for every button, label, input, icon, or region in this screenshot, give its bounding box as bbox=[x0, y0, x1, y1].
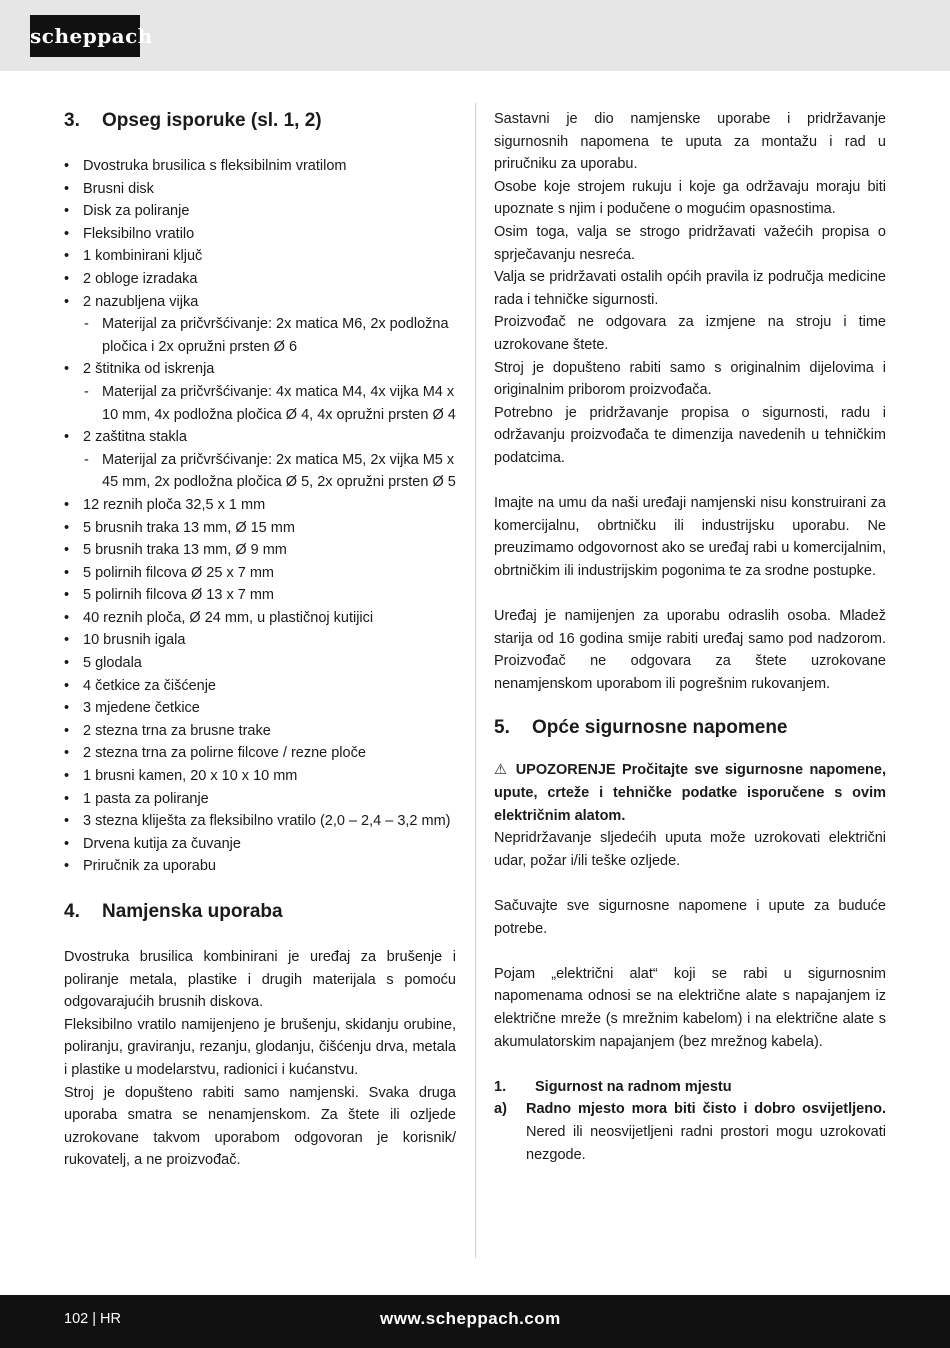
sub-list bbox=[83, 313, 456, 358]
footer-bar bbox=[0, 1295, 950, 1348]
paragraph: Dvostruka brusilica kombinirani je uređaj za brušenje i poliranje metala, plastike i drugih materijala s pomoću odgovarajućih brusnih diskova. bbox=[64, 949, 456, 1011]
warning-triangle-icon: ⚠ bbox=[494, 762, 510, 779]
list-item: • 4 četkice za čišćenje bbox=[64, 675, 456, 698]
list-item: • 2 stezna trna za brusne trake bbox=[64, 720, 456, 743]
list-item: • 5 polirnih filcova Ø 25 x 7 mm bbox=[64, 562, 456, 585]
paragraph: Sastavni je dio namjenske uporabe i pridržavanje sigurnosnih napomena te uputa za montažu i rad u priručniku za uporabu. bbox=[494, 111, 886, 173]
list-item: a) Radno mjesto mora biti čisto i dobro osvijetljeno. Nered ili neosvijetljeni radni prostori mogu uzrokovati nezgode. bbox=[494, 1101, 886, 1163]
list-item: • 5 polirnih filcova Ø 13 x 7 mm bbox=[64, 584, 456, 607]
warning-paragraph: ⚠ UPOZORENJE Pročitajte sve sigurnosne napomene, upute, crteže i tehničke podatke isporučene s ovim električnim alatom. bbox=[494, 762, 886, 824]
list-item: • 2 nazubljena vijka - Materijal za pričvršćivanje: 2x matica M6, 2x podložna pločica i 2x opružni prsten Ø 6 bbox=[64, 291, 456, 359]
page-number: 102 | HR bbox=[64, 1311, 121, 1327]
list-item: • 1 pasta za poliranje bbox=[64, 788, 456, 811]
subsection-heading: 1. Sigurnost na radnom mjestu bbox=[494, 1078, 732, 1095]
paragraph: Proizvođač ne odgovara za izmjene na stroju i time uzrokovane štete. bbox=[494, 314, 886, 353]
list-item: • 2 zaštitna stakla - Materijal za pričvršćivanje: 2x matica M5, 2x vijka M5 x 45 mm, 2x podložna pločica Ø 5, 2x opružni prsten Ø 5 bbox=[64, 426, 456, 494]
column-divider bbox=[475, 103, 476, 1258]
header-bar bbox=[0, 0, 950, 71]
list-item: • 3 mjedene četkice bbox=[64, 697, 456, 720]
list-item: • 12 reznih ploča 32,5 x 1 mm bbox=[64, 494, 456, 517]
paragraph: Nepridržavanje sljedećih uputa može uzrokovati električni udar, požar i/ili teške ozljede. bbox=[494, 830, 886, 869]
scheppach-logo: scheppach bbox=[30, 15, 140, 57]
paragraph: Sačuvajte sve sigurnosne napomene i upute za buduće potrebe. bbox=[494, 898, 886, 937]
paragraph: Stroj je dopušteno rabiti samo namjenski. Svaka druga uporaba smatra se nenamjenskom. Za štete ili ozljede uzrokovane takvom uporabom odgovoran je korisnik/ rukovatelj, a ne proizvođač. bbox=[64, 1084, 456, 1169]
paragraph: Uređaj je namijenjen za uporabu odraslih osoba. Mladež starija od 16 godina smije rabiti uređaj samo pod nadzorom. Proizvođač ne odgovara za štete uzrokovane nenamjenskom uporabom ili pogrešnim rukovanjem. bbox=[494, 608, 886, 692]
section-5-heading: 5. Opće sigurnosne napomene bbox=[494, 717, 788, 739]
list-item: • Drvena kutija za čuvanje bbox=[64, 833, 456, 856]
sub-list-item: - Materijal za pričvršćivanje: 2x matica M5, 2x vijka M5 x 45 mm, 2x podložna pločica Ø 5, 2x opružni prsten Ø 5 bbox=[83, 449, 456, 494]
list-item: • Disk za poliranje bbox=[64, 200, 456, 223]
list-item: • 5 glodala bbox=[64, 652, 456, 675]
list-item: • 5 brusnih traka 13 mm, Ø 15 mm bbox=[64, 517, 456, 540]
paragraph: Osim toga, valja se strogo pridržavati važećih propisa o sprječavanju nesreća. bbox=[494, 223, 886, 263]
list-item: • 3 stezna kliješta za fleksibilno vratilo (2,0 – 2,4 – 3,2 mm) bbox=[64, 810, 456, 833]
delivery-list bbox=[64, 155, 456, 878]
list-item: • 1 brusni kamen, 20 x 10 x 10 mm bbox=[64, 765, 456, 788]
sub-list-item: - Materijal za pričvršćivanje: 4x matica M4, 4x vijka M4 x 10 mm, 4x podložna pločica Ø 4, 4x opružni prsten Ø 4 bbox=[83, 381, 456, 426]
section-3-heading: 3. Opseg isporuke (sl. 1, 2) bbox=[64, 110, 322, 131]
website-link[interactable]: www.scheppach.com bbox=[380, 1309, 561, 1328]
list-item: • Dvostruka brusilica s fleksibilnim vratilom bbox=[64, 155, 456, 178]
right-column bbox=[494, 108, 886, 1166]
sub-list-item: - Materijal za pričvršćivanje: 2x matica M6, 2x podložna pločica i 2x opružni prsten Ø 6 bbox=[83, 313, 456, 358]
paragraph: Osobe koje strojem rukuju i koje ga održavaju moraju biti upoznate s njim i podučene o mogućim opasnostima. bbox=[494, 178, 886, 218]
list-item: • 5 brusnih traka 13 mm, Ø 9 mm bbox=[64, 539, 456, 562]
list-item: • Priručnik za uporabu bbox=[64, 855, 456, 878]
list-item: • 2 stezna trna za polirne filcove / rezne ploče bbox=[64, 742, 456, 765]
paragraph: Stroj je dopušteno rabiti samo s originalnim dijelovima i originalnim priborom proizvođača. bbox=[494, 359, 886, 399]
sub-list bbox=[83, 449, 456, 494]
left-column bbox=[64, 108, 456, 1172]
list-item: • 2 obloge izradaka bbox=[64, 268, 456, 291]
list-item: • 40 reznih ploča, Ø 24 mm, u plastičnoj kutijici bbox=[64, 607, 456, 630]
list-item: • 10 brusnih igala bbox=[64, 629, 456, 652]
paragraph: Potrebno je pridržavanje propisa o sigurnosti, radu i održavanju proizvođača te dimenzija navedenih u tehničkim podatcima. bbox=[494, 404, 886, 466]
list-item: • Fleksibilno vratilo bbox=[64, 223, 456, 246]
list-item: • Brusni disk bbox=[64, 178, 456, 201]
sub-list bbox=[83, 381, 456, 426]
paragraph: Imajte na umu da naši uređaji namjenski nisu konstruirani za komercijalnu, obrtničku ili industrijsku uporabu. Ne preuzimamo odgovornost ako se uređaj rabi u komercijalnim, obrtničkim ili industrijskim pogonima te za srodne postupke. bbox=[494, 495, 886, 579]
list-item: • 1 kombinirani ključ bbox=[64, 245, 456, 268]
section-4-heading: 4. Namjenska uporaba bbox=[64, 901, 283, 922]
paragraph: Pojam „električni alat“ koji se rabi u sigurnosnim napomenama odnosi se na električne alate s napajanjem iz električne mreže (s mrežnim kabelom) i na električne alate s akumulatorskim napajanjem (bez mrežnog kabela). bbox=[494, 965, 886, 1050]
list-item: • 2 štitnika od iskrenja - Materijal za pričvršćivanje: 4x matica M4, 4x vijka M4 x 10 mm, 4x podložna pločica Ø 4, 4x opružni prsten Ø 4 bbox=[64, 358, 456, 426]
paragraph: Valja se pridržavati ostalih općih pravila iz područja medicine rada i tehničke sigurnosti. bbox=[494, 269, 886, 308]
paragraph: Fleksibilno vratilo namijenjeno je brušenju, skidanju orubine, poliranju, graviranju, rezanju, glodanju, čišćenju drva, metala i plastike u modelarstvu, radionici i kućanstvu. bbox=[64, 1016, 456, 1078]
